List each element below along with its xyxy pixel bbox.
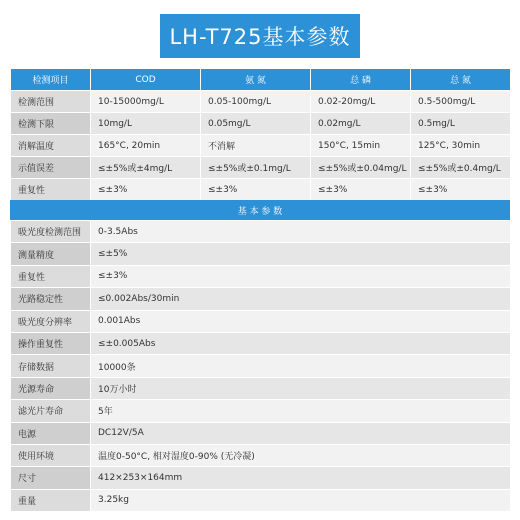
cell-value: 10mg/L — [91, 113, 201, 135]
row-label: 滤光片寿命 — [11, 400, 91, 422]
table-row — [11, 157, 511, 179]
cell-value: 10000条 — [91, 355, 511, 377]
cell-value: 0.5-500mg/L — [411, 91, 511, 113]
table-row — [11, 179, 511, 201]
page-title: LH-T725基本参数 — [160, 14, 360, 58]
cell-value: 5年 — [91, 400, 511, 422]
row-label: 电源 — [11, 422, 91, 444]
header-cell: 总 磷 — [311, 69, 411, 91]
cell-value: 不消解 — [201, 135, 311, 157]
cell-value: ≤±5% — [91, 243, 511, 265]
header-cell: 检测项目 — [11, 69, 91, 91]
cell-value: ≤±5%或±0.1mg/L — [201, 157, 311, 179]
row-label: 光源寿命 — [11, 377, 91, 399]
row-label: 消解温度 — [11, 135, 91, 157]
row-label: 重复性 — [11, 179, 91, 201]
row-label: 光路稳定性 — [11, 288, 91, 310]
cell-value: 125°C, 30min — [411, 135, 511, 157]
row-label: 使用环境 — [11, 444, 91, 466]
cell-value: 10万小时 — [91, 377, 511, 399]
cell-value: 412×253×164mm — [91, 467, 511, 489]
table-row — [11, 377, 511, 399]
table-row — [11, 221, 511, 243]
row-label: 检测范围 — [11, 91, 91, 113]
cell-value: 0.02mg/L — [311, 113, 411, 135]
table-row — [11, 113, 511, 135]
row-label: 检测下限 — [11, 113, 91, 135]
row-label: 存储数据 — [11, 355, 91, 377]
cell-value: 0.05mg/L — [201, 113, 311, 135]
cell-value: 0-3.5Abs — [91, 221, 511, 243]
table-row — [11, 400, 511, 422]
table-row — [11, 444, 511, 466]
table-row — [11, 310, 511, 332]
cell-value: ≤±0.005Abs — [91, 332, 511, 354]
cell-value: 165°C, 20min — [91, 135, 201, 157]
cell-value: 150°C, 15min — [311, 135, 411, 157]
cell-value: ≤±3% — [91, 179, 201, 201]
cell-value: ≤±3% — [311, 179, 411, 201]
cell-value: ≤±5%或±0.4mg/L — [411, 157, 511, 179]
table-row — [11, 467, 511, 489]
row-label: 吸光度分辨率 — [11, 310, 91, 332]
header-cell: 氨 氮 — [201, 69, 311, 91]
table-row — [11, 355, 511, 377]
cell-value: ≤±3% — [91, 265, 511, 287]
header-cell: COD — [91, 69, 201, 91]
row-label: 操作重复性 — [11, 332, 91, 354]
header-cell: 总 氮 — [411, 69, 511, 91]
cell-value: ≤±5%或±0.04mg/L — [311, 157, 411, 179]
table-row — [11, 489, 511, 511]
table-row — [11, 243, 511, 265]
section-title: 基 本 参 数 — [10, 200, 510, 220]
table-header-row — [11, 69, 511, 91]
row-label: 测量精度 — [11, 243, 91, 265]
row-label: 重量 — [11, 489, 91, 511]
row-label: 尺寸 — [11, 467, 91, 489]
cell-value: ≤0.002Abs/30min — [91, 288, 511, 310]
cell-value: 0.02-20mg/L — [311, 91, 411, 113]
cell-value: ≤±3% — [411, 179, 511, 201]
row-label: 吸光度检测范围 — [11, 221, 91, 243]
basic-params-table — [10, 220, 511, 512]
table-row — [11, 91, 511, 113]
cell-value: ≤±3% — [201, 179, 311, 201]
table-row — [11, 332, 511, 354]
analyte-spec-table — [10, 68, 511, 201]
cell-value: ≤±5%或±4mg/L — [91, 157, 201, 179]
cell-value: 0.5mg/L — [411, 113, 511, 135]
table-row — [11, 288, 511, 310]
table-row — [11, 265, 511, 287]
cell-value: 3.25kg — [91, 489, 511, 511]
row-label: 重复性 — [11, 265, 91, 287]
cell-value: 0.001Abs — [91, 310, 511, 332]
table-row — [11, 135, 511, 157]
cell-value: 10-15000mg/L — [91, 91, 201, 113]
table-row — [11, 422, 511, 444]
cell-value: DC12V/5A — [91, 422, 511, 444]
cell-value: 0.05-100mg/L — [201, 91, 311, 113]
row-label: 示值误差 — [11, 157, 91, 179]
cell-value: 温度0-50°C, 相对湿度0-90% (无冷凝) — [91, 444, 511, 466]
